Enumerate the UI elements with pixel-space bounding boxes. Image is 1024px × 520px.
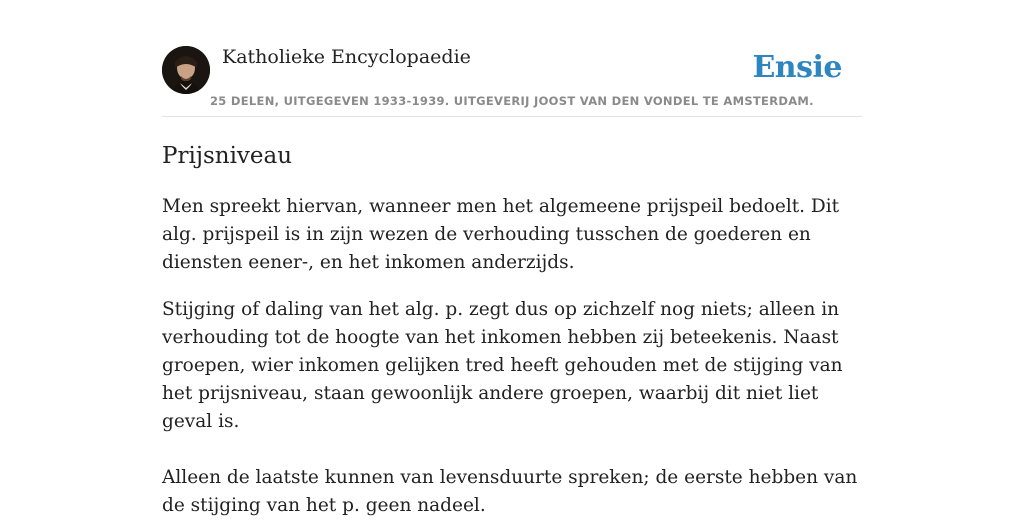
site-subtitle: 25 DELEN, UITGEGEVEN 1933-1939. UITGEVERIJ JOOST VAN DEN VONDEL TE AMSTERDAM. — [210, 94, 814, 108]
brand-logo-link[interactable]: Ensie — [752, 50, 842, 85]
page-container — [162, 0, 862, 520]
article-paragraph: Stijging of daling van het alg. p. zegt dus op zichzelf nog niets; alleen in verhouding tot de hoogte van het inkomen hebben zij beteekenis. Naast groepen, wier inkomen gelijken tred heeft gehouden met de stijging van het prijsniveau, staan gewoonlijk andere groepen, waarbij dit niet liet geval is. — [162, 299, 843, 432]
site-title[interactable]: Katholieke Encyclopaedie — [222, 46, 471, 68]
article-paragraph: Alleen de laatste kunnen van levensduurte spreken; de eerste hebben van de stijging van het p. geen nadeel. — [162, 467, 858, 516]
article-paragraph: Men spreekt hiervan, wanneer men het algemeene prijspeil bedoelt. Dit alg. prijspeil is in zijn wezen de verhouding tusschen de goederen en diensten eener-, en het inkomen anderzijds. — [162, 196, 840, 273]
site-header — [162, 0, 862, 117]
article-title: Prijsniveau — [162, 143, 293, 169]
portrait-icon[interactable] — [162, 46, 210, 94]
